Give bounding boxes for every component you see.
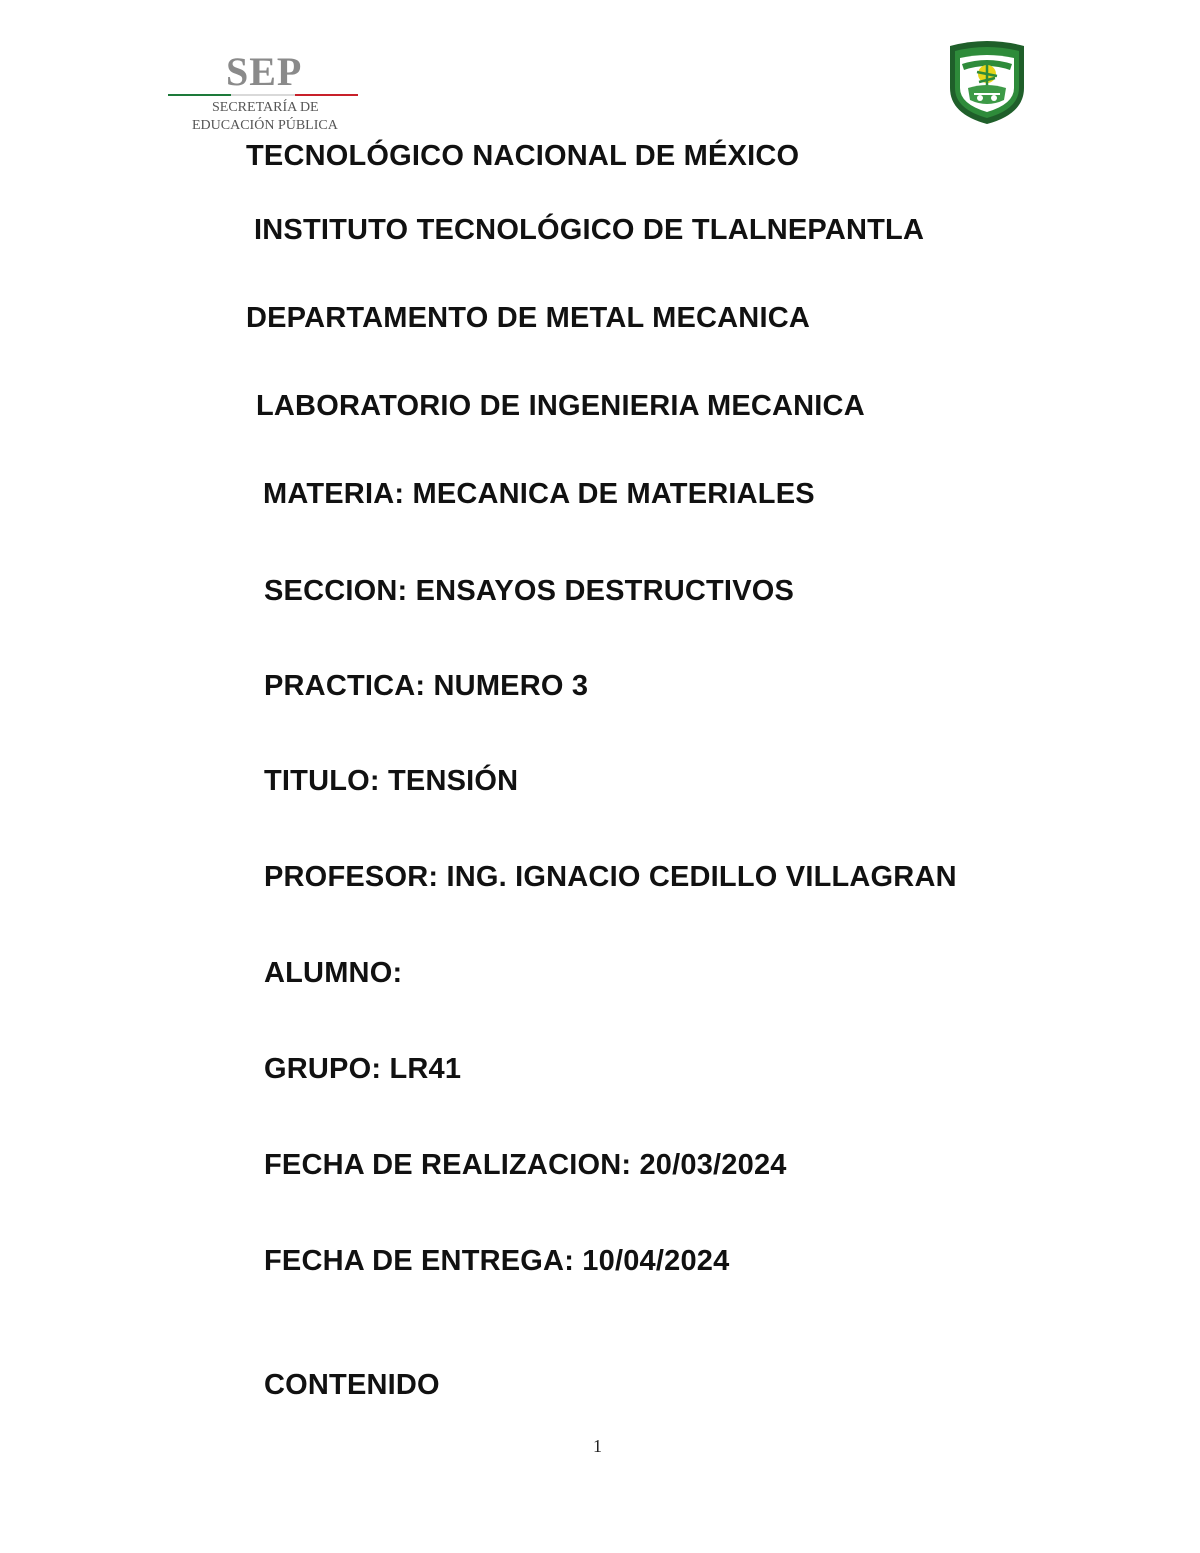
profesor-line: PROFESOR: ING. IGNACIO CEDILLO VILLAGRAN	[264, 861, 957, 893]
institute-crest-icon	[944, 38, 1030, 126]
sep-logo-tricolor-line	[168, 94, 358, 96]
sep-logo-word: SEP	[226, 49, 303, 94]
titulo-line: TITULO: TENSIÓN	[264, 765, 519, 797]
page-number: 1	[593, 1436, 602, 1456]
fecha-realizacion-line: FECHA DE REALIZACION: 20/03/2024	[264, 1149, 787, 1181]
sep-logo-subtitle-1: SECRETARÍA DE	[212, 100, 319, 115]
alumno-line: ALUMNO:	[264, 957, 403, 989]
title-tecnm: TECNOLÓGICO NACIONAL DE MÉXICO	[246, 140, 800, 172]
seccion-line: SECCION: ENSAYOS DESTRUCTIVOS	[264, 575, 795, 607]
fecha-entrega-line: FECHA DE ENTREGA: 10/04/2024	[264, 1245, 730, 1277]
department-name: DEPARTAMENTO DE METAL MECANICA	[246, 302, 810, 334]
sep-logo-subtitle-2: EDUCACIÓN PÚBLICA	[192, 118, 338, 133]
institute-name: INSTITUTO TECNOLÓGICO DE TLALNEPANTLA	[254, 214, 925, 246]
materia-line: MATERIA: MECANICA DE MATERIALES	[263, 478, 815, 510]
grupo-line: GRUPO: LR41	[264, 1053, 462, 1085]
laboratory-name: LABORATORIO DE INGENIERIA MECANICA	[256, 390, 865, 422]
practica-line: PRACTICA: NUMERO 3	[264, 670, 589, 702]
sep-logo	[168, 48, 368, 138]
contenido-heading: CONTENIDO	[264, 1369, 440, 1401]
